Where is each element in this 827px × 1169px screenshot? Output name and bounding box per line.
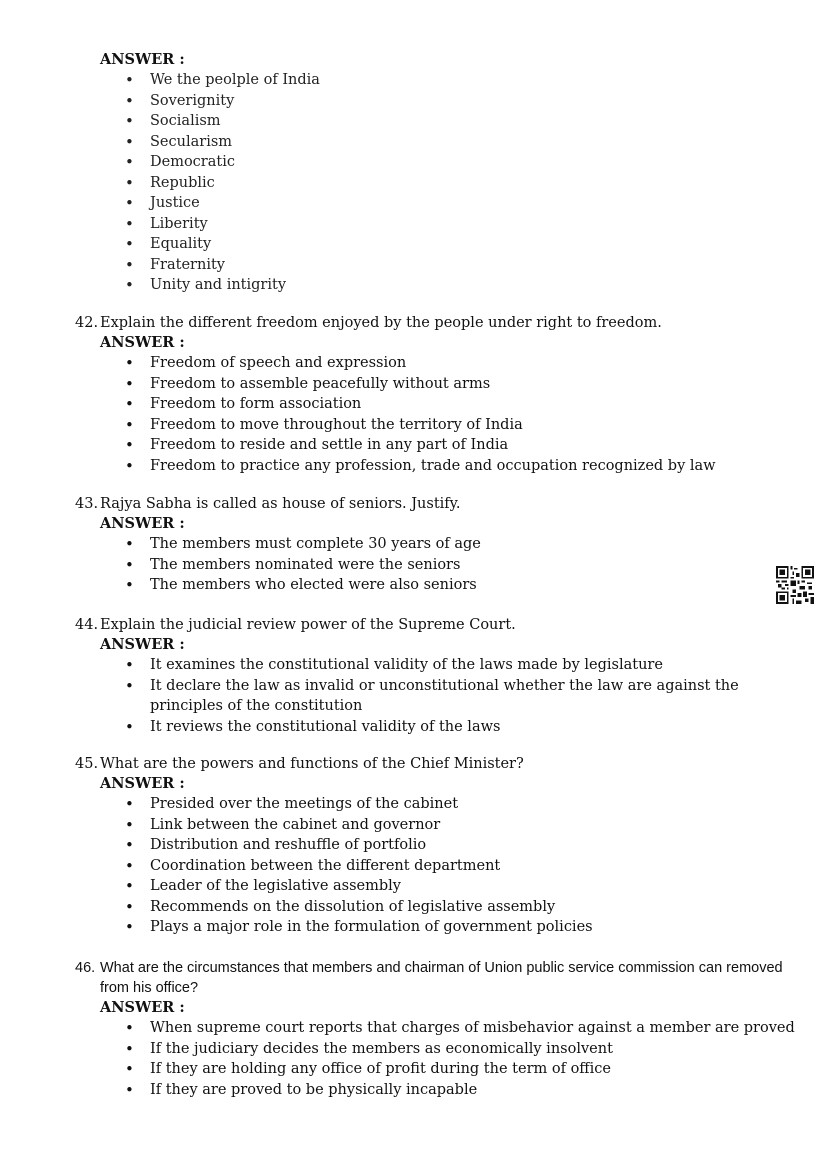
list-item: • Plays a major role in the formulation of government policies [125, 917, 795, 938]
list-item: • Unity and intigrity [125, 275, 795, 296]
list-item: • Soverignity [125, 91, 795, 112]
answer-label: ANSWER : [100, 334, 185, 351]
list-item: • Freedom of speech and expression [125, 353, 795, 374]
list-item: • If they are proved to be physically incapable [125, 1080, 795, 1101]
list-item: • The members must complete 30 years of age [125, 534, 795, 555]
list-item: • Liberity [125, 214, 795, 235]
list-item: • Presided over the meetings of the cabinet [125, 794, 795, 815]
question-44 [75, 615, 795, 737]
question-number: 43. [75, 496, 99, 512]
list-item: • Secularism [125, 132, 795, 153]
question-number: 44. [75, 617, 99, 633]
answer-label: ANSWER : [100, 51, 185, 68]
list-item: • It reviews the constitutional validity of the laws [125, 717, 795, 738]
question-body: Explain the judicial review power of the Supreme Court. [100, 617, 516, 633]
answer-list [75, 353, 795, 476]
list-item: • Republic [125, 173, 795, 194]
answer-label: ANSWER : [100, 515, 185, 532]
answer-list [75, 534, 795, 596]
question-number: 46. [75, 960, 96, 976]
list-item: • The members who elected were also seniors [125, 575, 795, 596]
answer-label: ANSWER : [100, 636, 185, 653]
question-body: What are the powers and functions of the Chief Minister? [100, 756, 524, 772]
answer-list [75, 70, 795, 296]
list-item: • Link between the cabinet and governor [125, 815, 795, 836]
question-body: Rajya Sabha is called as house of seniors. Justify. [100, 496, 461, 512]
question-number: 45. [75, 756, 99, 772]
list-item: • It declare the law as invalid or unconstitutional whether the law are against the principles of the constitution [125, 676, 795, 717]
list-item: • Democratic [125, 152, 795, 173]
qr-code-icon[interactable] [776, 566, 814, 604]
list-item: • Fraternity [125, 255, 795, 276]
list-item: • It examines the constitutional validity of the laws made by legislature [125, 655, 795, 676]
list-item: • Distribution and reshuffle of portfolio [125, 835, 795, 856]
list-item: • If they are holding any office of profit during the term of office [125, 1059, 795, 1080]
question-text [75, 754, 795, 774]
answer-list [75, 655, 795, 737]
list-item: • Equality [125, 234, 795, 255]
question-body: Explain the different freedom enjoyed by the people under right to freedom. [100, 315, 662, 331]
question-text [75, 958, 795, 998]
answer-label: ANSWER : [100, 999, 185, 1016]
question-text [75, 494, 795, 514]
list-item: • Freedom to assemble peacefully without arms [125, 374, 795, 395]
question-45 [75, 754, 795, 938]
list-item: • The members nominated were the seniors [125, 555, 795, 576]
question-body: What are the circumstances that members and chairman of Union public service commission can removed from his office? [100, 960, 783, 996]
answer-label: ANSWER : [100, 775, 185, 792]
answer-list [75, 1018, 795, 1100]
question-text [75, 615, 795, 635]
answer-list [75, 794, 795, 938]
list-item: • Freedom to practice any profession, trade and occupation recognized by law [125, 456, 795, 477]
list-item: • Coordination between the different department [125, 856, 795, 877]
question-text [75, 313, 795, 333]
list-item: • We the peolple of India [125, 70, 795, 91]
list-item: • Freedom to reside and settle in any part of India [125, 435, 795, 456]
list-item: • If the judiciary decides the members as economically insolvent [125, 1039, 795, 1060]
list-item: • Justice [125, 193, 795, 214]
list-item: • Freedom to move throughout the territory of India [125, 415, 795, 436]
list-item: • Leader of the legislative assembly [125, 876, 795, 897]
list-item: • Freedom to form association [125, 394, 795, 415]
question-46 [75, 958, 795, 1100]
answer-block-41 [75, 50, 795, 296]
question-43 [75, 494, 795, 596]
question-number: 42. [75, 315, 99, 331]
list-item: • Socialism [125, 111, 795, 132]
list-item: • Recommends on the dissolution of legislative assembly [125, 897, 795, 918]
list-item: • When supreme court reports that charges of misbehavior against a member are proved [125, 1018, 795, 1039]
question-42 [75, 313, 795, 476]
